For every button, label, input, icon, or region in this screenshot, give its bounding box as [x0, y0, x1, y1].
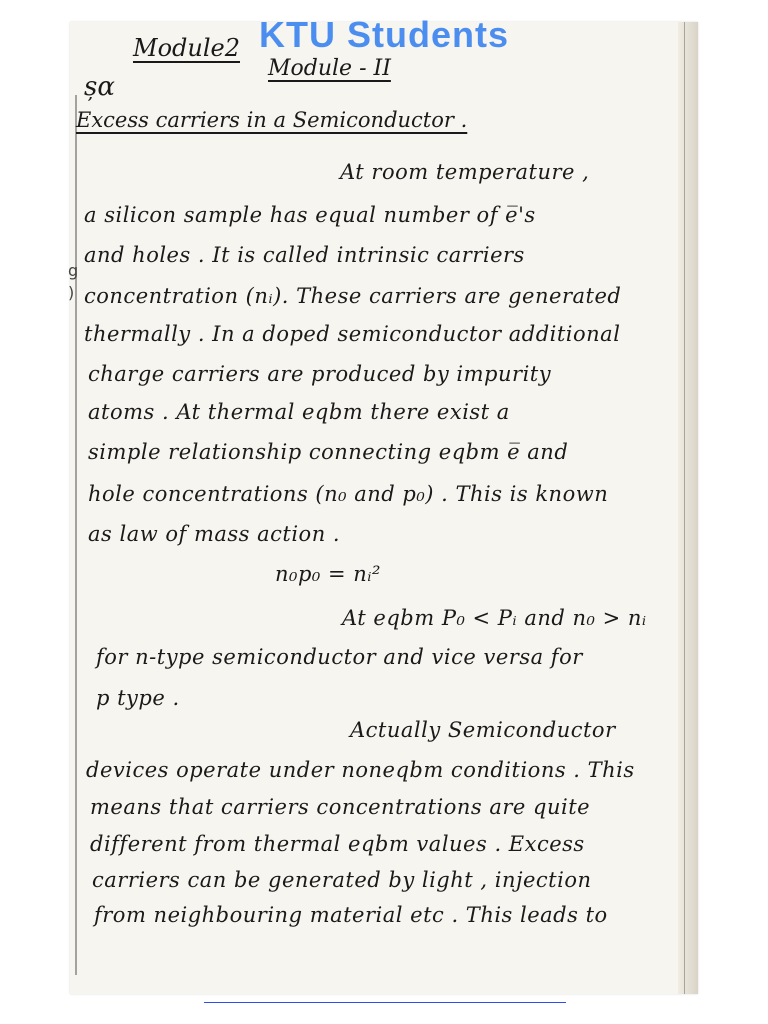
- text-line: for n-type semiconductor and vice versa for: [96, 645, 583, 669]
- paper-edge-shadow: [678, 22, 698, 994]
- text-line: p type .: [96, 686, 180, 710]
- text-line: Actually Semiconductor: [350, 718, 616, 742]
- text-line: charge carriers are produced by impurity: [88, 362, 552, 386]
- footer-link-underline[interactable]: [204, 1002, 566, 1003]
- signature-mark: șα: [84, 72, 115, 102]
- text-line: concentration (nᵢ). These carriers are generated: [84, 284, 622, 308]
- right-border-line: [684, 22, 685, 994]
- text-line: and holes . It is called intrinsic carriers: [84, 243, 525, 267]
- binder-mark: g: [68, 261, 79, 280]
- margin-line: [75, 95, 77, 975]
- binder-marks: [68, 260, 78, 304]
- text-line: different from thermal eqbm values . Excess: [90, 832, 585, 856]
- watermark: KTU Students: [259, 14, 509, 55]
- text-line: thermally . In a doped semiconductor additional: [84, 322, 621, 346]
- text-line: carriers can be generated by light , injection: [92, 868, 592, 892]
- text-line: as law of mass action .: [88, 522, 341, 546]
- text-line: a silicon sample has equal number of e̅'s: [84, 203, 536, 227]
- text-line: At room temperature ,: [340, 160, 590, 184]
- text-line: hole concentrations (n₀ and p₀) . This is known: [88, 482, 609, 506]
- equation: n₀p₀ = nᵢ²: [275, 562, 381, 586]
- binder-mark: ): [68, 283, 75, 302]
- text-line: devices operate under noneqbm conditions . This: [86, 758, 635, 782]
- module-heading: Module - II: [268, 56, 391, 81]
- page-title: Excess carriers in a Semiconductor .: [76, 108, 468, 132]
- text-line: atoms . At thermal eqbm there exist a: [88, 400, 510, 424]
- text-line: means that carriers concentrations are quite: [90, 795, 591, 819]
- text-line: simple relationship connecting eqbm e̅ and: [88, 440, 569, 464]
- text-line: At eqbm P₀ < Pᵢ and n₀ > nᵢ: [342, 606, 647, 630]
- text-line: from neighbouring material etc . This leads to: [94, 903, 608, 927]
- module-label-left: Module2: [133, 34, 240, 62]
